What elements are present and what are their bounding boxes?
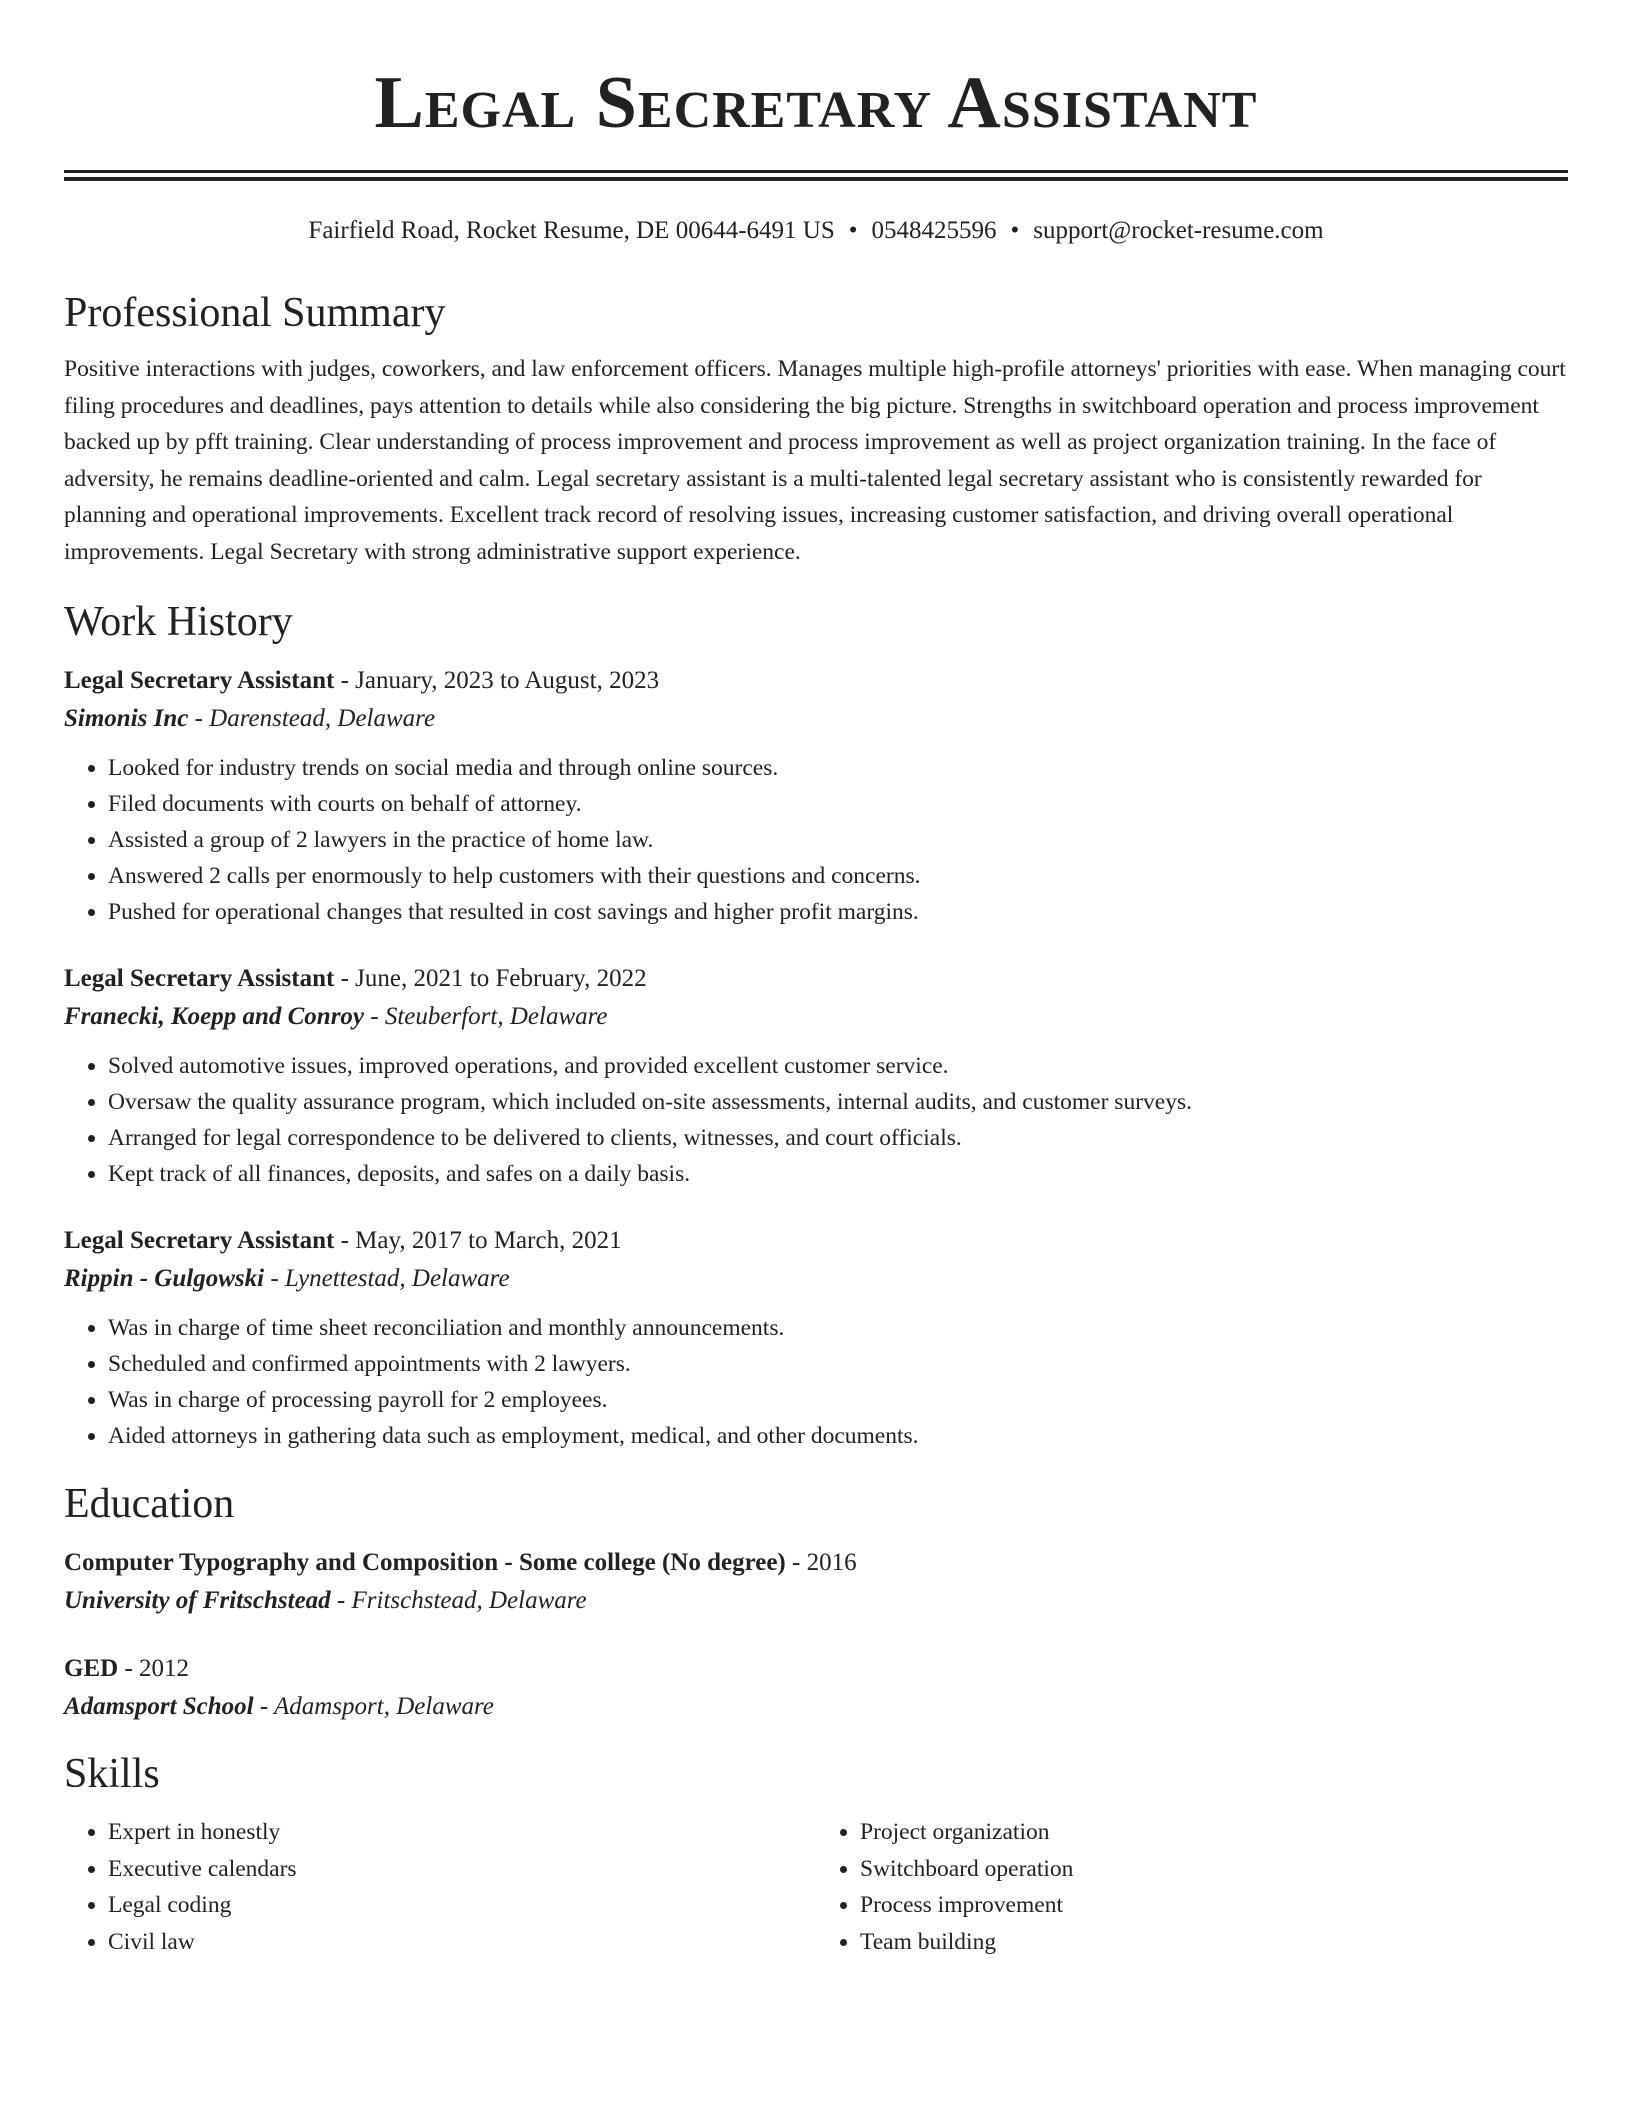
- education-school-line: [64, 1582, 1568, 1620]
- education-year: - 2012: [118, 1655, 190, 1682]
- contact-line: [64, 213, 1568, 249]
- job-title: Legal Secretary Assistant: [64, 1227, 335, 1254]
- job-bullet: • Oversaw the quality assurance program, which included on-site assessments, internal audits, and customer surveys.: [108, 1084, 1568, 1120]
- job-bullet: • Was in charge of time sheet reconciliation and monthly announcements.: [108, 1310, 1568, 1346]
- skill-item: • Civil law: [108, 1924, 816, 1961]
- resume-name: Legal Secretary Assistant: [374, 62, 1258, 144]
- job-title-line: [64, 960, 1568, 998]
- skills-list: [64, 1814, 1568, 1960]
- job-dates: - January, 2023 to August, 2023: [334, 667, 660, 694]
- education-school: University of Fritschstead: [64, 1587, 331, 1614]
- education-school: Adamsport School: [64, 1693, 254, 1720]
- job-title: Legal Secretary Assistant: [64, 667, 335, 694]
- education-degree: Computer Typography and Composition - Some college (No degree): [64, 1549, 786, 1576]
- job-title: Legal Secretary Assistant: [64, 965, 335, 992]
- job-company: Simonis Inc: [64, 705, 189, 732]
- job-bullet: • Assisted a group of 2 lawyers in the practice of home law.: [108, 822, 1568, 858]
- job-company-line: [64, 1260, 1568, 1298]
- job-title-line: [64, 662, 1568, 700]
- education-school-line: [64, 1688, 1568, 1726]
- job-bullet: • Arranged for legal correspondence to be delivered to clients, witnesses, and court officials.: [108, 1120, 1568, 1156]
- job-company: Rippin - Gulgowski: [64, 1265, 265, 1292]
- job-bullet: • Was in charge of processing payroll for 2 employees.: [108, 1382, 1568, 1418]
- job-entry: [64, 960, 1568, 1192]
- skill-item: • Process improvement: [860, 1887, 1568, 1924]
- job-bullets: [64, 750, 1568, 930]
- summary-heading: Professional Summary: [64, 290, 446, 336]
- skill-item: • Legal coding: [108, 1887, 816, 1924]
- contact-phone: 0548425596: [871, 217, 997, 244]
- job-bullet: • Solved automotive issues, improved operations, and provided excellent customer service.: [108, 1048, 1568, 1084]
- job-bullet: • Kept track of all finances, deposits, and safes on a daily basis.: [108, 1156, 1568, 1192]
- job-bullet: • Answered 2 calls per enormously to help customers with their questions and concerns.: [108, 858, 1568, 894]
- job-dates: - May, 2017 to March, 2021: [334, 1227, 622, 1254]
- job-location: - Lynettestad, Delaware: [264, 1265, 510, 1292]
- education-degree-line: [64, 1650, 1568, 1688]
- header-divider: [64, 170, 1568, 181]
- work-history-heading: Work History: [64, 599, 293, 645]
- contact-email: support@rocket-resume.com: [1033, 217, 1324, 244]
- job-title-line: [64, 1222, 1568, 1260]
- skill-item: • Switchboard operation: [860, 1851, 1568, 1888]
- job-company-line: [64, 998, 1568, 1036]
- education-entry: [64, 1650, 1568, 1726]
- skills-column-right: [816, 1814, 1568, 1960]
- education-entry: [64, 1544, 1568, 1620]
- skill-item: • Executive calendars: [108, 1851, 816, 1888]
- education-location: - Adamsport, Delaware: [253, 1693, 494, 1720]
- job-bullet: • Filed documents with courts on behalf of attorney.: [108, 786, 1568, 822]
- job-company: Franecki, Koepp and Conroy: [64, 1003, 365, 1030]
- education-degree: GED: [64, 1655, 119, 1682]
- contact-separator: •: [1010, 217, 1020, 244]
- job-entry: [64, 1222, 1568, 1454]
- job-dates: - June, 2021 to February, 2022: [334, 965, 647, 992]
- job-bullet: • Pushed for operational changes that resulted in cost savings and higher profit margins.: [108, 894, 1568, 930]
- job-entry: [64, 662, 1568, 930]
- job-bullet: • Aided attorneys in gathering data such as employment, medical, and other documents.: [108, 1418, 1568, 1454]
- job-location: - Darenstead, Delaware: [188, 705, 436, 732]
- skill-item: • Project organization: [860, 1814, 1568, 1851]
- job-company-line: [64, 700, 1568, 738]
- job-bullet: • Looked for industry trends on social media and through online sources.: [108, 750, 1568, 786]
- skills-column-left: [64, 1814, 816, 1960]
- summary-text: Positive interactions with judges, coworkers, and law enforcement officers. Manages multiple high-profile attorneys' priorities with ease. When managing court filing procedures and deadlines, pays attention to details while also considering the big picture. Strengths in switchboard operation and process improvement backed up by pfft training. Clear understanding of process improvement and process improvement as well as project organization training. In the face of adversity, he remains deadline-oriented and calm. Legal secretary assistant is a multi-talented legal secretary assistant who is consistently rewarded for planning and operational improvements. Excellent track record of resolving issues, increasing customer satisfaction, and driving overall operational improvements. Legal Secretary with strong administrative support experience.: [64, 356, 1566, 565]
- education-year: - 2016: [785, 1549, 857, 1576]
- education-heading: Education: [64, 1481, 235, 1527]
- contact-separator: •: [848, 217, 858, 244]
- job-bullets: [64, 1310, 1568, 1454]
- skill-item: • Team building: [860, 1924, 1568, 1961]
- job-bullets: [64, 1048, 1568, 1192]
- skill-item: • Expert in honestly: [108, 1814, 816, 1851]
- education-degree-line: [64, 1544, 1568, 1582]
- job-location: - Steuberfort, Delaware: [364, 1003, 608, 1030]
- job-bullet: • Scheduled and confirmed appointments with 2 lawyers.: [108, 1346, 1568, 1382]
- skills-heading: Skills: [64, 1751, 160, 1797]
- contact-address: Fairfield Road, Rocket Resume, DE 00644-6491 US: [308, 217, 835, 244]
- education-location: - Fritschstead, Delaware: [330, 1587, 587, 1614]
